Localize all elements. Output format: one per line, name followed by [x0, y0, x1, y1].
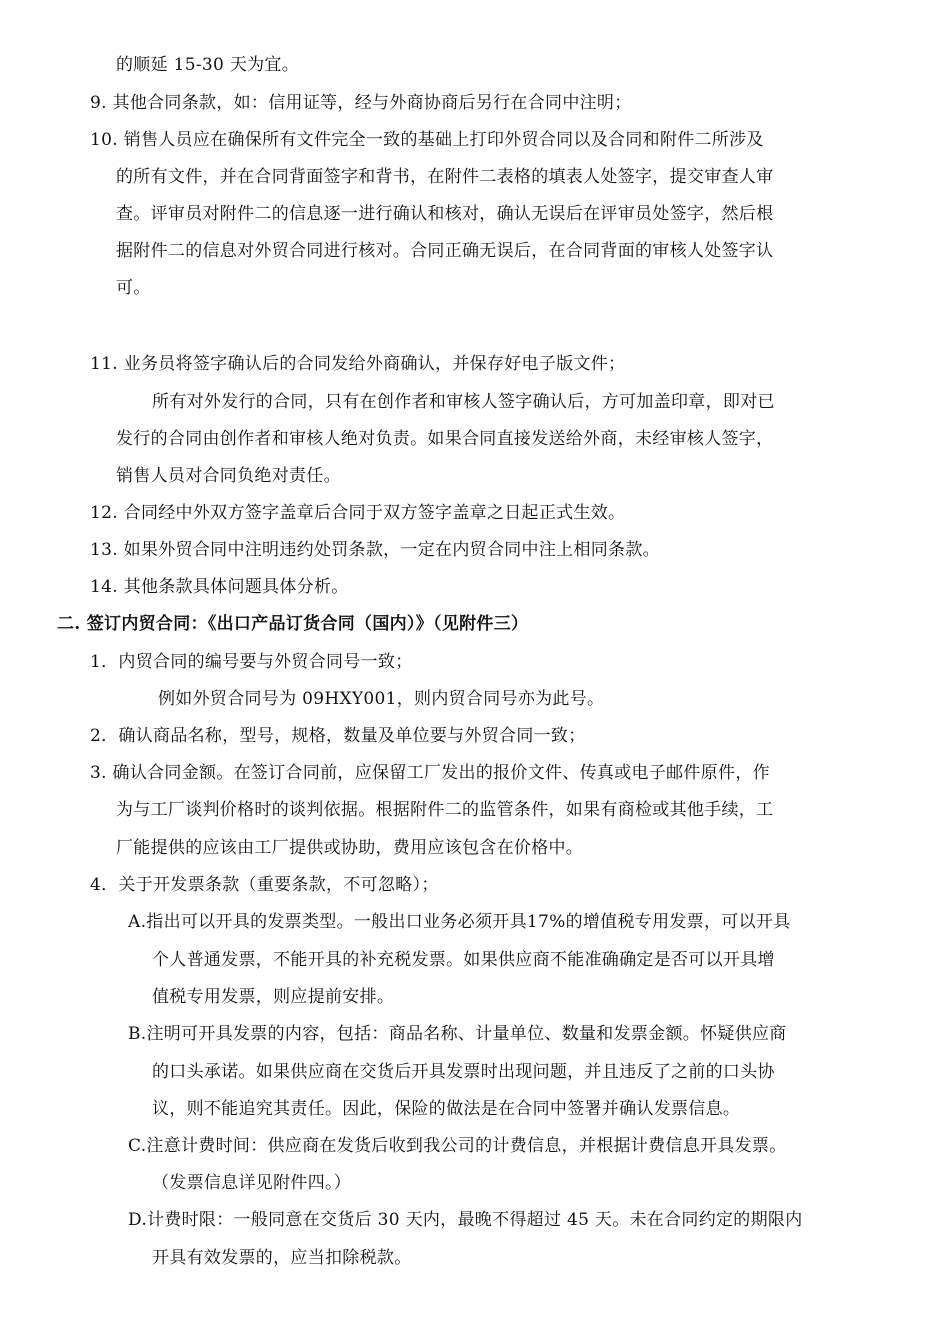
section-heading: 二. 签订内贸合同：《出口产品订货合同（国内）》（见附件三） [57, 614, 529, 634]
text-line: 厂能提供的应该由工厂提供或协助，费用应该包含在价格中。 [116, 838, 584, 858]
list-item-13: 13. 如果外贸合同中注明违约处罚条款，一定在内贸合同中注上相同条款。 [90, 540, 660, 560]
list-item-2: 2．确认商品名称，型号，规格，数量及单位要与外贸合同一致； [90, 726, 586, 746]
list-item-10: 10. 销售人员应在确保所有文件完全一致的基础上打印外贸合同以及合同和附件二所涉及 [90, 130, 764, 150]
text-line: 议，则不能追究其责任。因此，保险的做法是在合同中签署并确认发票信息。 [152, 1099, 741, 1119]
text-line: 的口头承诺。如果供应商在交货后开具发票时出现问题，并且违反了之前的口头协 [152, 1062, 775, 1082]
sub-item-d: D.计费时限：一般同意在交货后 30 天内，最晚不得超过 45 天。未在合同约定的期限内 [128, 1210, 803, 1230]
list-item-1: 1．内贸合同的编号要与外贸合同号一致； [90, 652, 413, 672]
text-line: 值税专用发票，则应提前安排。 [152, 987, 395, 1007]
text-line: 发行的合同由创作者和审核人绝对负责。如果合同直接发送给外商，未经审核人签字， [116, 429, 774, 449]
list-item-12: 12. 合同经中外双方签字盖章后合同于双方签字盖章之日起正式生效。 [90, 503, 626, 523]
sub-item-b: B.注明可开具发票的内容，包括：商品名称、计量单位、数量和发票金额。怀疑供应商 [128, 1024, 787, 1044]
text-line: 个人普通发票，不能开具的补充税发票。如果供应商不能准确确定是否可以开具增 [152, 950, 775, 970]
text-line: 查。评审员对附件二的信息逐一进行确认和核对，确认无误后在评审员处签字，然后根 [116, 204, 774, 224]
text-line: 可。 [116, 278, 151, 298]
text-line: 的顺延 15-30 天为宜。 [116, 55, 300, 75]
sub-item-c: C.注意计费时间：供应商在发货后收到我公司的计费信息，并根据计费信息开具发票。 [128, 1136, 787, 1156]
list-item-4: 4．关于开发票条款（重要条款，不可忽略）； [90, 875, 439, 895]
list-item-3: 3. 确认合同金额。在签订合同前，应保留工厂发出的报价文件、传真或电子邮件原件，作 [90, 763, 770, 783]
text-line: 的所有文件，并在合同背面签字和背书，在附件二表格的填表人处签字，提交审查人审 [116, 167, 774, 187]
text-line: 所有对外发行的合同，只有在创作者和审核人签字确认后，方可加盖印章，即对已 [152, 392, 775, 412]
list-item-11: 11. 业务员将签字确认后的合同发给外商确认，并保存好电子版文件； [90, 354, 626, 374]
text-line: 据附件二的信息对外贸合同进行核对。合同正确无误后，在合同背面的审核人处签字认 [116, 241, 774, 261]
list-item-9: 9. 其他合同条款，如：信用证等，经与外商协商后另行在合同中注明； [90, 93, 632, 113]
text-line: （发票信息详见附件四。） [152, 1173, 352, 1193]
list-item-14: 14. 其他条款具体问题具体分析。 [90, 577, 349, 597]
text-line: 销售人员对合同负绝对责任。 [116, 466, 341, 486]
text-line: 例如外贸合同号为 09HXY001，则内贸合同号亦为此号。 [158, 689, 605, 709]
text-line: 开具有效发票的，应当扣除税款。 [152, 1248, 412, 1268]
text-line: 为与工厂谈判价格时的谈判依据。根据附件二的监管条件，如果有商检或其他手续，工 [116, 800, 774, 820]
sub-item-a: A.指出可以开具的发票类型。一般出口业务必须开具17%的增值税专用发票，可以开具 [128, 912, 791, 932]
